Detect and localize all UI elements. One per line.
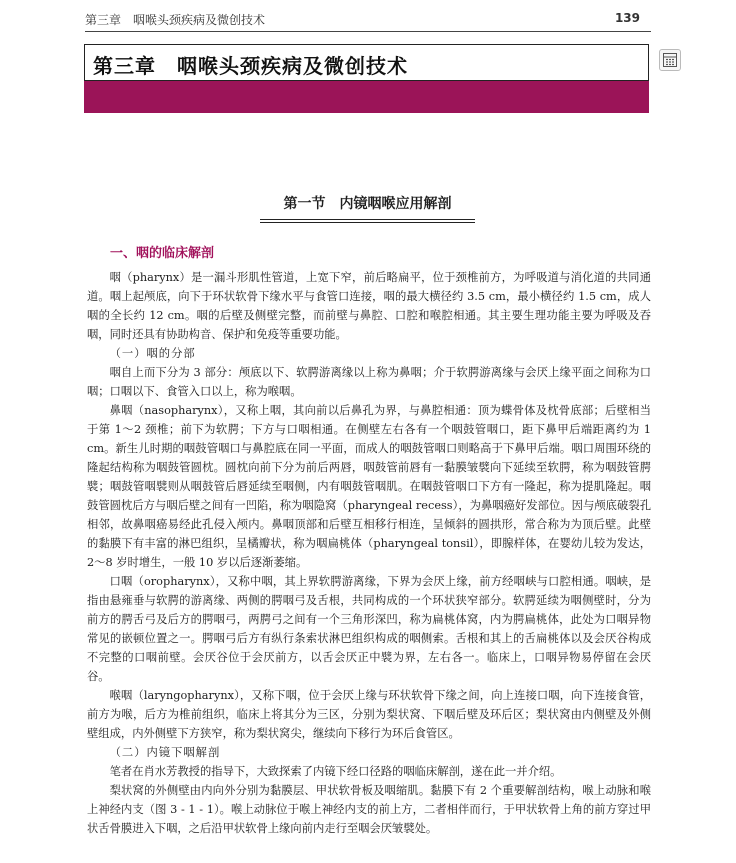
chapter-title-box: [84, 44, 649, 81]
running-chapter-title: 第三章 咽喉头颈疾病及微创技术: [85, 13, 266, 27]
subheading-endoscopic-anatomy: （二）内镜下咽解剖: [109, 746, 221, 759]
section-title: 第一节 内镜咽喉应用解剖: [283, 196, 452, 212]
page-number: 139: [614, 11, 640, 25]
paragraph-oropharynx: 口咽（oropharynx），又称中咽，其上界软腭游离缘，下界为会厌上缘，前方经咽峡与口腔相通。咽峡，是指由悬雍垂与软腭的游离缘、两侧的腭咽弓及舌根，共同构成的一个环状狭窄部分。软腭延续为咽侧壁时，分为前方的腭舌弓及后方的腭咽弓，两腭弓之间有一个三角形深凹，称为扁桃体窝，内为腭扁桃体，此处为口咽异物常见的嵌顿位置之一。腭咽弓后方有纵行条索状淋巴组织构成的咽侧索。舌根和其上的舌扁桃体以及会厌谷构成不完整的口咽前壁。会厌谷位于会厌前方，以舌会厌正中襞为界，左右各一。临床上，口咽异物易停留在会厌谷。: [87, 575, 651, 683]
body-text: [87, 268, 651, 838]
header-rule: [85, 31, 651, 32]
running-header: [85, 11, 640, 29]
paragraph-pharynx-intro: 咽（pharynx）是一漏斗形肌性管道，上宽下窄，前后略扁平，位于颈椎前方，为呼吸道与消化道的共同通道。咽上起颅底，向下于环状软骨下缘水平与食管口连接，咽的最大横径约 3.5 cm，最小横径约 1.5 cm，成人咽的全长约 12 cm。咽的后壁及侧壁完整，而前壁与鼻腔、口腔和喉腔相通。其主要生理功能主要为呼吸及吞咽，同时还具有协助构音、保护和免疫等重要功能。: [87, 271, 651, 341]
section-rule-lower: [260, 222, 475, 223]
subheading-pharynx-divisions: （一）咽的分部: [109, 347, 196, 360]
paragraph-three-parts: 咽自上而下分为 3 部分：颅底以下、软腭游离缘以上称为鼻咽；介于软腭游离缘与会厌上缘平面之间称为口咽；口咽以下、食管入口以上，称为喉咽。: [87, 366, 651, 398]
paragraph-laryngopharynx: 喉咽（laryngopharynx），又称下咽，位于会厌上缘与环状软骨下缘之间，向上连接口咽，向下连接食管，前方为喉，后方为椎前组织，临床上将其分为三区，分别为梨状窝、下咽后壁及环后区；梨状窝由内侧壁及外侧壁组成，内外侧壁下方狭窄，称为梨状窝尖，继续向下移行为环后食管区。: [87, 689, 651, 740]
grid-calculator-icon[interactable]: [659, 49, 681, 71]
chapter-color-band: [84, 81, 649, 113]
grid-calculator-glyph: [660, 50, 680, 70]
section-rule: [260, 219, 475, 220]
chapter-title: 第三章 咽喉头颈疾病及微创技术: [93, 54, 408, 78]
paragraph-piriform-sinus: 梨状窝的外侧壁由内向外分别为黏膜层、甲状软骨板及咽缩肌。黏膜下有 2 个重要解剖结构，喉上动脉和喉上神经内支（图 3 - 1 - 1）。喉上动脉位于喉上神经内支的前上方，二者相伴而行，于甲状软骨上角的前方穿过甲状舌骨膜进入下咽，之后沿甲状软骨上缘向前内走行至咽会厌皱襞处。: [87, 784, 651, 835]
paragraph-nasopharynx: 鼻咽（nasopharynx），又称上咽，其向前以后鼻孔为界，与鼻腔相通：顶为蝶骨体及枕骨底部；后壁相当于第 1～2 颈椎；前下为软腭；下方与口咽相通。在侧壁左右各有一个咽鼓管咽口，距下鼻甲后端距离约为 1 cm。新生儿时期的咽鼓管咽口与鼻腔底在同一平面，而成人的咽鼓管咽口则略高于下鼻甲后端。咽口周围环绕的隆起结构称为咽鼓管圆枕。圆枕向前下分为前后两唇，咽鼓管前唇有一黏膜皱襞向下延续至软腭，称为咽鼓管腭襞；咽鼓管咽襞则从咽鼓管后唇延续至咽侧，内有咽鼓管咽肌。在咽鼓管咽口下方有一隆起，称为提肌隆起。咽鼓管圆枕后方与咽后壁之间有一凹陷，称为咽隐窝（pharyngeal recess），为鼻咽癌好发部位。因与颅底破裂孔相邻，故鼻咽癌易经此孔侵入颅内。鼻咽顶部和后壁互相移行相连，呈倾斜的圆拱形，常合称为为顶后壁。此壁的黏膜下有丰富的淋巴组织，呈橘瓣状，称为咽扁桃体（pharyngeal tonsil），即腺样体，在婴幼儿较为发达，2～8 岁时增生，一般 10 岁以后逐渐萎缩。: [87, 404, 651, 569]
heading-pharynx-anatomy: 一、咽的临床解剖: [110, 246, 215, 261]
paragraph-endoscopic-intro: 笔者在肖水芳教授的指导下，大致探索了内镜下经口径路的咽临床解剖，遂在此一并介绍。: [109, 765, 562, 778]
